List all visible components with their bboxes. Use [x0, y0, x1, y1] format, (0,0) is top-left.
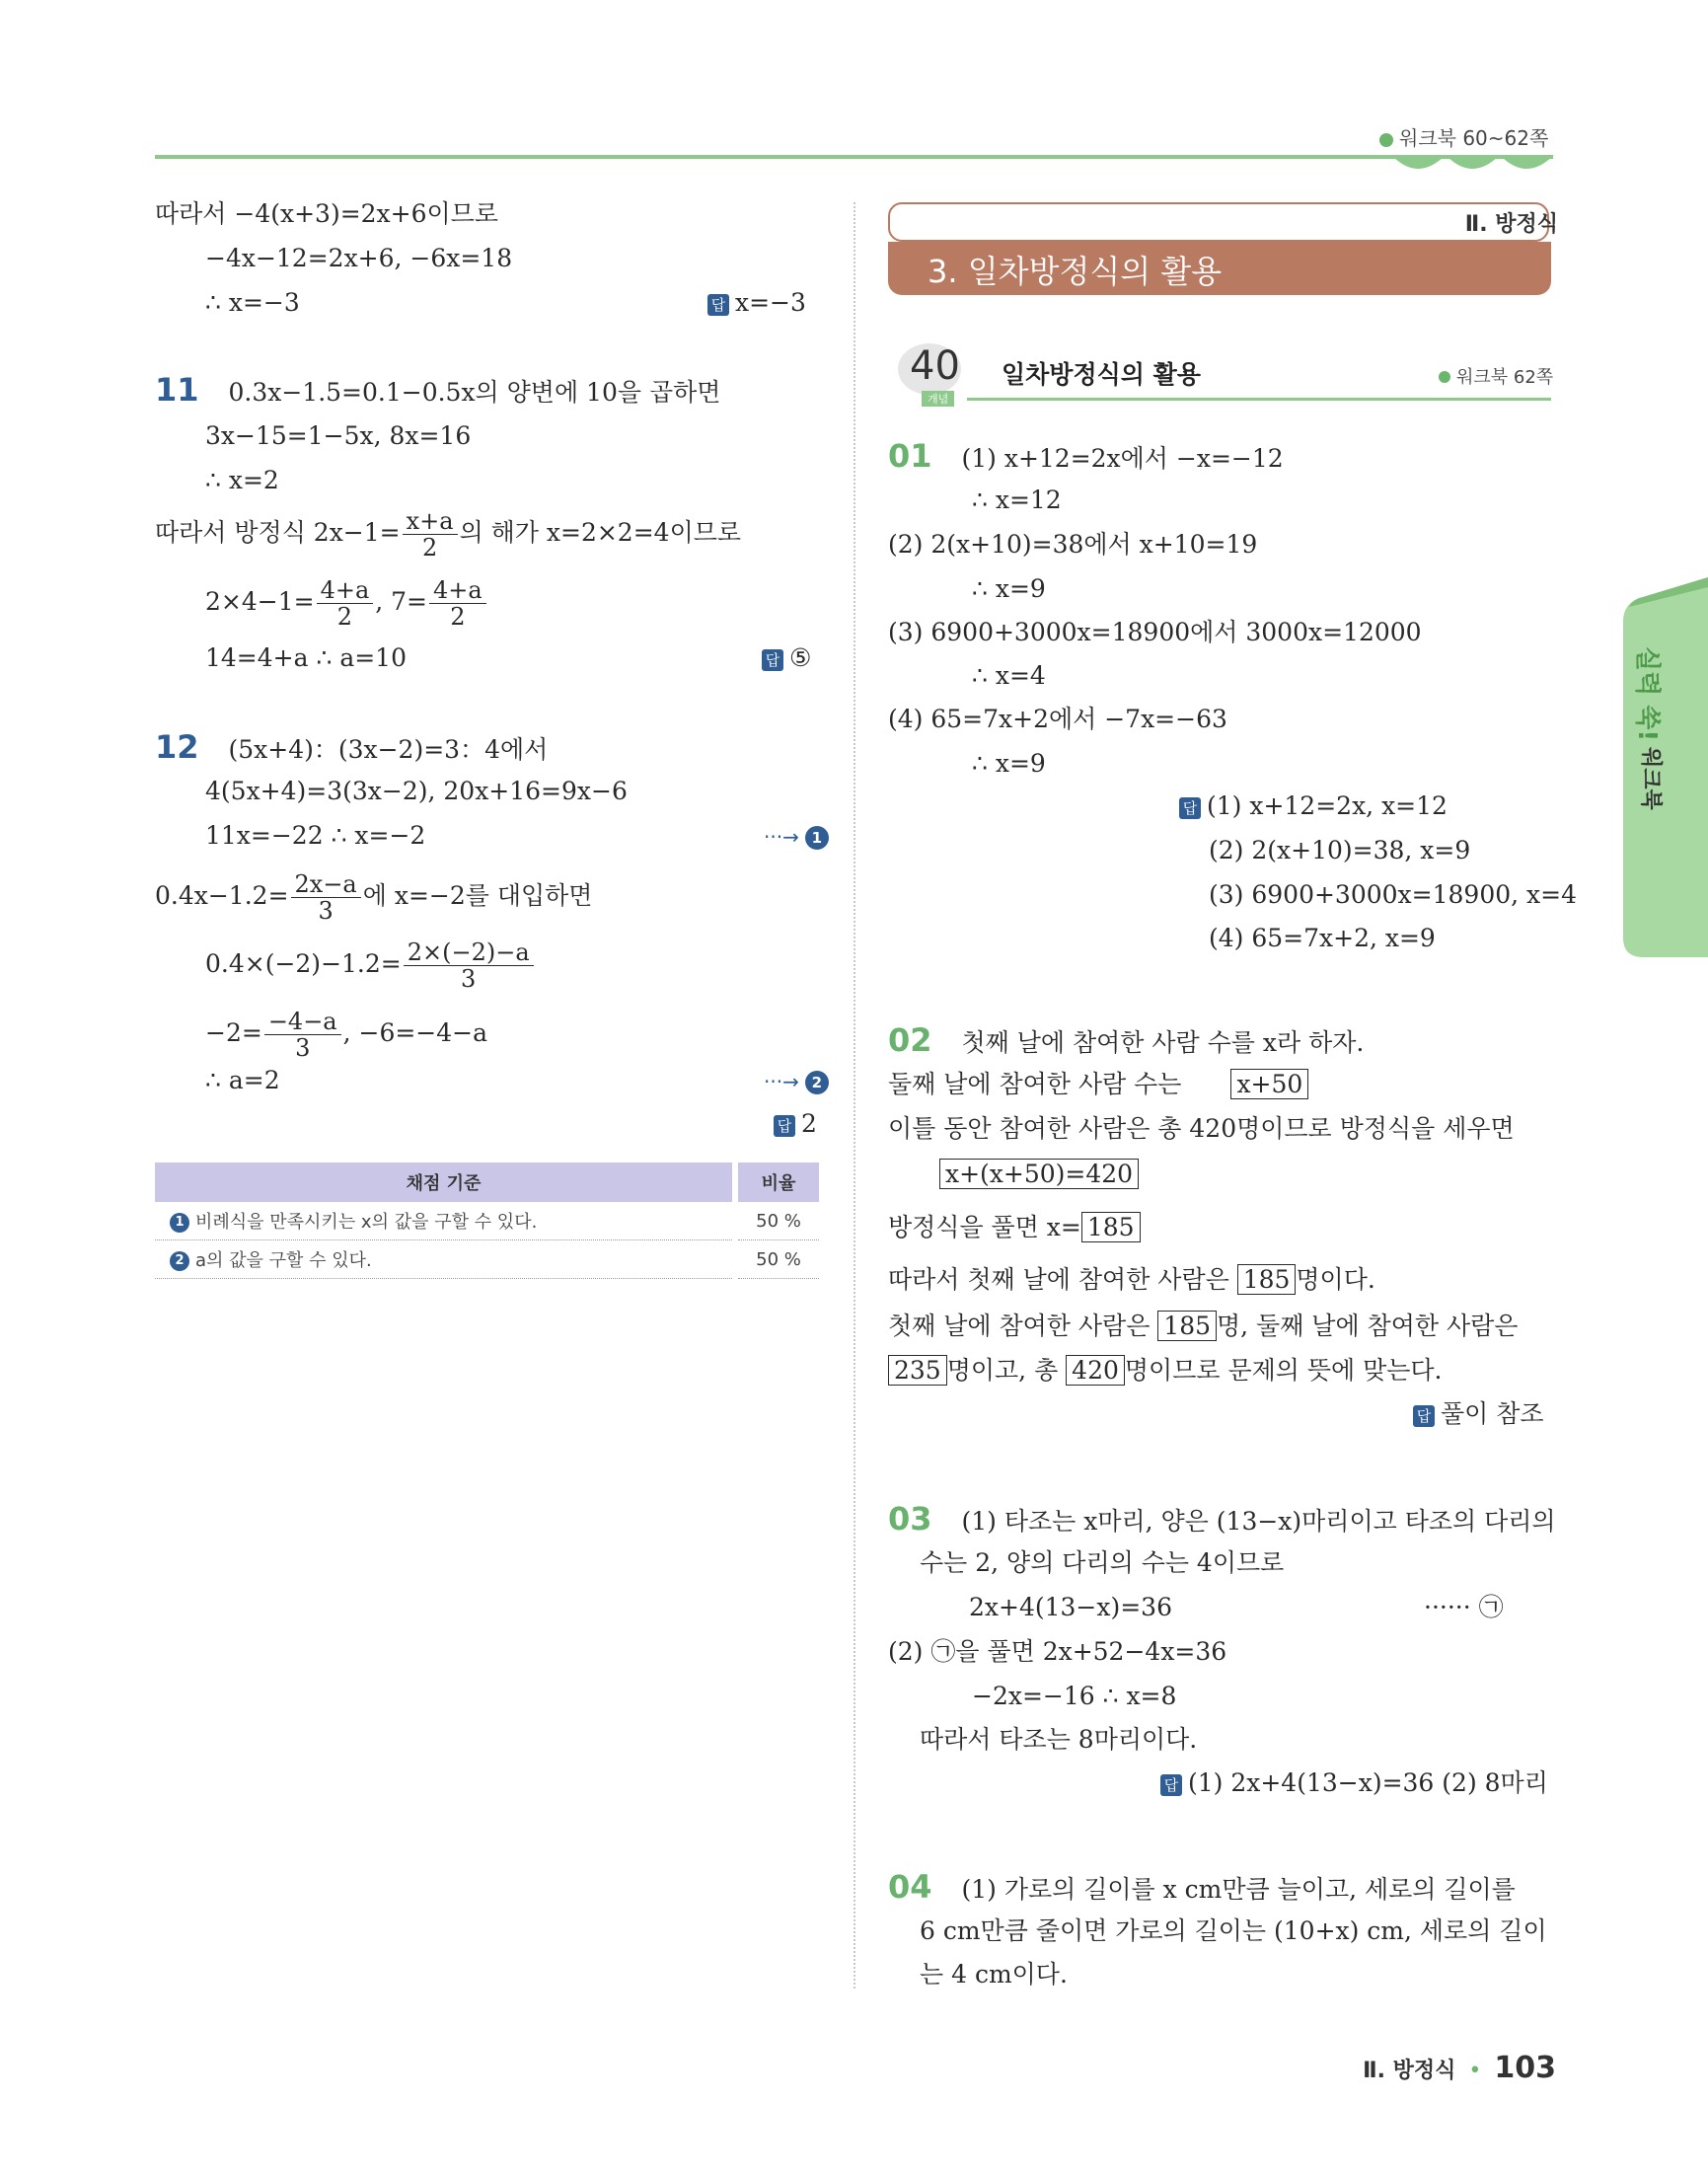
fraction: $\frac{2x-a}{3}$	[291, 871, 361, 924]
dotted-arrow-icon: ···→	[764, 1070, 799, 1093]
problem-number: 01	[888, 437, 932, 475]
answer-box: 420	[1066, 1355, 1125, 1386]
p03-equation-mark: ······ ㉠	[1424, 1593, 1504, 1621]
p11-line-5: 2×4−1= $\frac{4+a}{2}$ , 7= $\frac{4+a}{2}$	[205, 577, 488, 630]
p01-line-3: (2) 2(x+10)=38에서 x+10=19	[888, 530, 1258, 559]
answer-box: 185	[1157, 1311, 1217, 1341]
p04-line-3: 는 4 cm이다.	[920, 1960, 1068, 1988]
header-rule	[155, 155, 1553, 159]
concept-tag: 개념	[922, 391, 954, 407]
p02-answer: 답 풀이 참조	[1413, 1397, 1544, 1431]
concept-title: 일차방정식의 활용	[1002, 360, 1201, 389]
answer-icon: 답	[762, 649, 783, 671]
problem-number: 03	[888, 1500, 932, 1538]
p11-answer: 답 ⑤	[762, 641, 811, 675]
problem-number: 04	[888, 1868, 932, 1906]
answer-icon: 답	[707, 294, 729, 316]
concept-workbook-ref: 워크북 62쪽	[1439, 363, 1553, 389]
page-number: 103	[1494, 2051, 1556, 2085]
table-header: 비율	[735, 1163, 819, 1202]
table-header: 채점 기준	[155, 1163, 735, 1202]
chapter-box	[888, 202, 1549, 242]
table-row	[155, 1202, 819, 1240]
answer-icon: 답	[774, 1115, 795, 1137]
answer-box: x+50	[1230, 1069, 1308, 1099]
side-tab-label-2: 워크북	[1638, 747, 1663, 810]
fraction: $\frac{2\times(-2)-a}{3}$	[404, 939, 534, 992]
intro-line-2: −4x−12=2x+6, −6x=18	[205, 244, 513, 272]
answer-box: 185	[1081, 1212, 1141, 1242]
problem-number: 12	[155, 728, 199, 766]
footer-chapter: Ⅱ. 방정식	[1363, 2059, 1456, 2083]
answer-box: x+(x+50)=420	[939, 1159, 1139, 1189]
p03-line-3: 2x+4(13−x)=36	[969, 1593, 1172, 1621]
problem-01: 01 (1) x+12=2x에서 −x=−12	[888, 437, 1284, 475]
table-cell: 50 %	[735, 1240, 819, 1279]
intro-answer: 답 x=−3	[707, 286, 806, 320]
p02-line-3: 이틀 동안 참여한 사람은 총 420명이므로 방정식을 세우면	[888, 1114, 1515, 1143]
p12-line-4: 0.4x−1.2= $\frac{2x-a}{3}$ 에 x=−2를 대입하면	[155, 870, 593, 925]
p12-line-2: 4(5x+4)=3(3x−2), 20x+16=9x−6	[205, 777, 628, 805]
green-dot-icon	[1379, 133, 1393, 147]
step-marker-1: ···→ 1	[764, 819, 829, 854]
footer-separator-dot: •	[1468, 2059, 1482, 2083]
chapter-label: Ⅱ. 방정식	[1464, 212, 1558, 237]
p01-answer-4: (4) 65=7x+2, x=9	[1209, 924, 1436, 952]
concept-number: 40	[910, 343, 960, 389]
p02-line-7: 첫째 날에 참여한 사람은 185 명, 둘째 날에 참여한 사람은	[888, 1312, 1519, 1340]
p01-line-6: ∴ x=4	[972, 661, 1046, 690]
problem-number: 11	[155, 371, 199, 409]
answer-icon: 답	[1179, 797, 1201, 819]
fraction: $\frac{4+a}{2}$	[317, 577, 374, 630]
p02-line-5: 방정식을 풀면 x= 185	[888, 1211, 1141, 1244]
p02-line-2: 둘째 날에 참여한 사람 수는 x+50	[888, 1068, 1308, 1101]
step-marker-2: ···→ 2	[764, 1064, 829, 1098]
p03-line-4: (2) ㉠을 풀면 2x+52−4x=36	[888, 1637, 1227, 1666]
p11-line-3: ∴ x=2	[205, 466, 279, 494]
p11-line-4: 따라서 방정식 2x−1= $\frac{x+a}{2}$ 의 해가 x=2×2=4이므로	[155, 507, 742, 562]
side-tab-label-1: 실력 쑥!	[1632, 646, 1662, 742]
problem-02: 02 첫째 날에 참여한 사람 수를 x라 하자.	[888, 1021, 1365, 1059]
fraction: $\frac{-4-a}{3}$	[264, 1009, 341, 1061]
problem-11: 11 0.3x−1.5=0.1−0.5x의 양변에 10을 곱하면	[155, 371, 721, 409]
table-row	[155, 1240, 819, 1279]
problem-number: 02	[888, 1021, 932, 1059]
grading-criteria-table	[155, 1163, 819, 1279]
fraction: $\frac{4+a}{2}$	[429, 577, 486, 630]
column-divider	[854, 202, 855, 1988]
concept-badge	[890, 341, 967, 405]
p01-line-8: ∴ x=9	[972, 749, 1046, 778]
intro-line-3: ∴ x=−3	[205, 288, 300, 317]
section-title: 3. 일차방정식의 활용	[928, 253, 1223, 290]
answer-box: 235	[888, 1355, 947, 1386]
p12-line-6: −2= $\frac{-4-a}{3}$ , −6=−4−a	[205, 1008, 488, 1062]
intro-line-1: 따라서 −4(x+3)=2x+6이므로	[155, 199, 498, 228]
problem-04: 04 (1) 가로의 길이를 x cm만큼 늘이고, 세로의 길이를	[888, 1868, 1516, 1906]
p02-line-4	[939, 1158, 1139, 1191]
table-cell: 2 a의 값을 구할 수 있다.	[155, 1240, 735, 1279]
p03-line-2: 수는 2, 양의 다리의 수는 4이므로	[920, 1548, 1285, 1577]
fraction: $\frac{x+a}{2}$	[403, 508, 458, 561]
p12-line-7: ∴ a=2	[205, 1066, 280, 1094]
p11-line-2: 3x−15=1−5x, 8x=16	[205, 421, 472, 450]
p12-line-3: 11x=−22 ∴ x=−2	[205, 821, 426, 850]
p01-line-7: (4) 65=7x+2에서 −7x=−63	[888, 705, 1227, 733]
workbook-ref: 워크북 60~62쪽	[1379, 122, 1548, 151]
p01-line-2: ∴ x=12	[972, 486, 1062, 514]
header-wave-decoration	[1391, 155, 1554, 177]
dotted-arrow-icon: ···→	[764, 825, 799, 849]
p02-line-6: 따라서 첫째 날에 참여한 사람은 185 명이다.	[888, 1265, 1375, 1294]
problem-12: 12 (5x+4)：(3x−2)=3：4에서	[155, 728, 549, 766]
table-cell: 1 비례식을 만족시키는 x의 값을 구할 수 있다.	[155, 1202, 735, 1240]
p02-line-8: 235 명이고, 총 420 명이므로 문제의 뜻에 맞는다.	[888, 1354, 1442, 1388]
answer-icon: 답	[1413, 1405, 1435, 1427]
p01-line-4: ∴ x=9	[972, 574, 1046, 603]
p03-answer: 답 (1) 2x+4(13−x)=36 (2) 8마리	[1160, 1766, 1548, 1800]
p01-line-5: (3) 6900+3000x=18900에서 3000x=12000	[888, 618, 1422, 646]
p01-answer-2: (2) 2(x+10)=38, x=9	[1209, 836, 1471, 864]
p12-line-5: 0.4×(−2)−1.2= $\frac{2\times(-2)-a}{3}$	[205, 939, 536, 992]
answer-icon: 답	[1160, 1774, 1182, 1796]
p04-line-2: 6 cm만큼 줄이면 가로의 길이는 (10+x) cm, 세로의 길이	[920, 1916, 1547, 1945]
table-cell: 50 %	[735, 1202, 819, 1240]
table-header-row	[155, 1163, 819, 1202]
footer	[1363, 2051, 1556, 2085]
p03-line-5: −2x=−16 ∴ x=8	[972, 1682, 1177, 1710]
problem-03: 03 (1) 타조는 x마리, 양은 (13−x)마리이고 타조의 다리의	[888, 1500, 1556, 1538]
green-dot-icon	[1439, 371, 1450, 383]
p01-answer-3: (3) 6900+3000x=18900, x=4	[1209, 880, 1577, 909]
p11-line-6: 14=4+a ∴ a=10	[205, 643, 407, 672]
answer-box: 185	[1237, 1264, 1297, 1295]
p12-answer: 답 2	[774, 1107, 817, 1141]
concept-rule	[967, 398, 1551, 401]
p01-answer-1: 답 (1) x+12=2x, x=12	[1179, 789, 1448, 823]
p03-line-6: 따라서 타조는 8마리이다.	[920, 1725, 1198, 1754]
